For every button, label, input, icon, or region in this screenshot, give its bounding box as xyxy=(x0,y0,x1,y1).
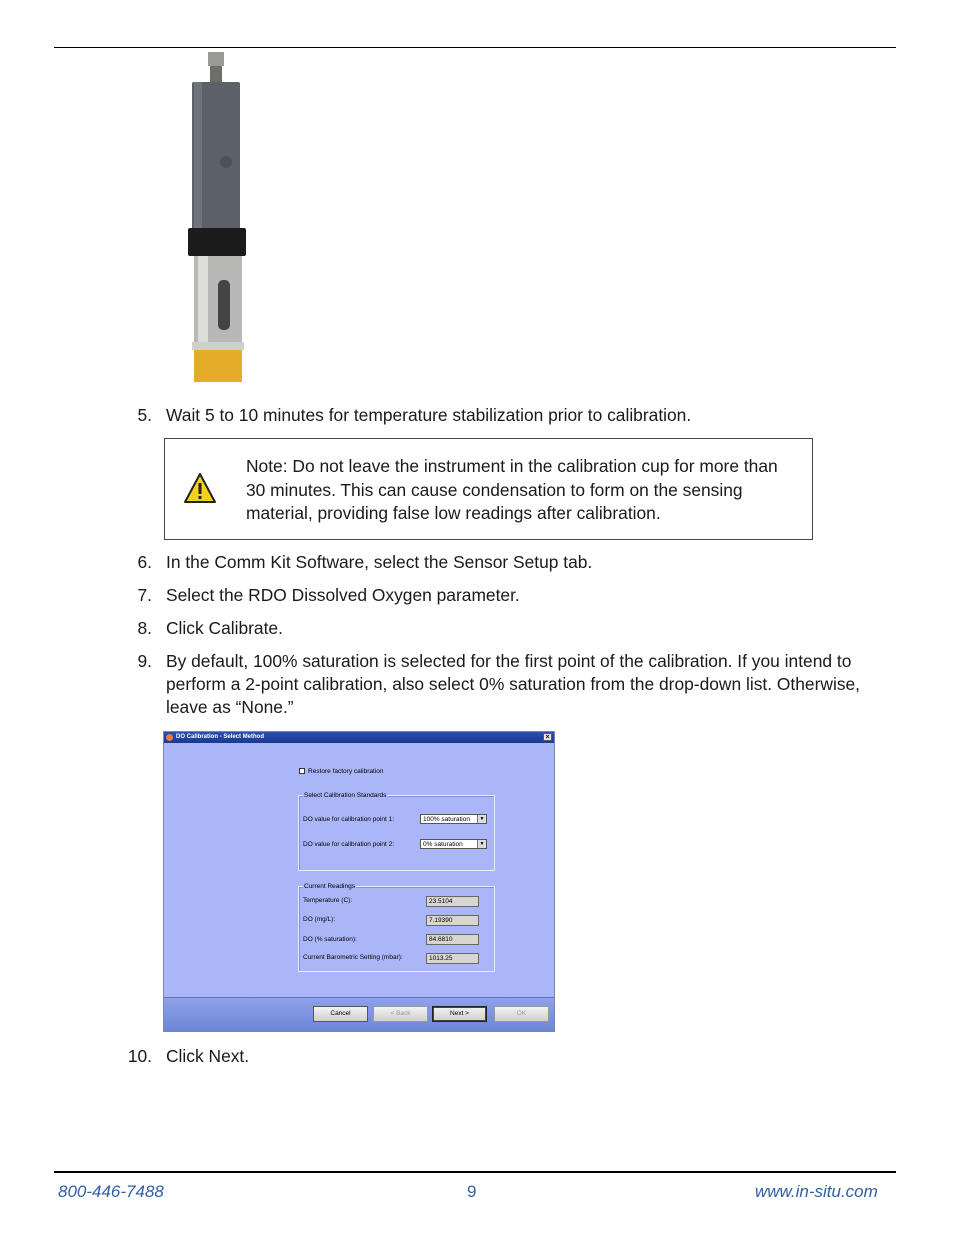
step-text: Click Next. xyxy=(166,1046,250,1066)
step-text: In the Comm Kit Software, select the Sensor Setup tab. xyxy=(166,552,593,572)
next-button[interactable]: Next > xyxy=(432,1006,487,1022)
step-number: 9. xyxy=(137,651,152,671)
step-number: 6. xyxy=(137,552,152,572)
temperature-label: Temperature (C): xyxy=(303,897,353,904)
footer-rule xyxy=(54,1171,896,1173)
back-button[interactable]: < Back xyxy=(373,1006,428,1022)
temperature-value: 23.5104 xyxy=(426,896,479,907)
point1-value: 100% saturation xyxy=(423,816,470,823)
do-mgl-value: 7.19390 xyxy=(426,915,479,926)
close-icon[interactable]: × xyxy=(543,733,552,741)
step-text: By default, 100% saturation is selected for the first point of the calibration. If you intend to perform a 2-point calibration, also select 0% saturation from the drop-down list. Otherwise, leave as “None.” xyxy=(166,651,861,717)
note-box xyxy=(164,438,813,540)
step-number: 7. xyxy=(137,585,152,605)
note-text: Note: Do not leave the instrument in the calibration cup for more than 30 minutes. This can cause condensation to form on the sensing material, providing false low readings after calibration. xyxy=(246,456,778,523)
step-number: 5. xyxy=(137,405,152,425)
step-text: Click Calibrate. xyxy=(166,618,283,638)
do-calibration-dialog xyxy=(163,731,555,1032)
ok-button[interactable]: OK xyxy=(494,1006,549,1022)
dialog-footer xyxy=(164,997,554,1031)
footer-phone: 800-446-7488 xyxy=(58,1182,164,1201)
point1-label: DO value for calibration point 1: xyxy=(303,816,395,823)
step-number: 10. xyxy=(127,1046,152,1066)
step-number: 8. xyxy=(137,618,152,638)
point2-select[interactable] xyxy=(420,839,487,849)
do-saturation-value: 84.6810 xyxy=(426,934,479,945)
restore-label: Restore factory calibration xyxy=(308,768,384,775)
footer-url[interactable]: www.in-situ.com xyxy=(755,1182,878,1201)
point2-label: DO value for calibration point 2: xyxy=(303,841,395,848)
page-number: 9 xyxy=(467,1182,477,1201)
rdo-sensor-image xyxy=(180,52,260,390)
do-saturation-label: DO (% saturation): xyxy=(303,936,357,943)
readings-group-title: Current Readings xyxy=(304,883,355,890)
point1-select[interactable] xyxy=(420,814,487,824)
dialog-title: DO Calibration - Select Method xyxy=(176,734,265,740)
restore-checkbox[interactable] xyxy=(299,768,305,774)
cancel-button[interactable]: Cancel xyxy=(313,1006,368,1022)
readings-group xyxy=(298,883,495,972)
standards-group xyxy=(298,792,495,871)
step-text: Select the RDO Dissolved Oxygen parameter. xyxy=(166,585,520,605)
do-mgl-label: DO (mg/L): xyxy=(303,916,336,923)
dialog-titlebar xyxy=(164,732,554,743)
app-icon xyxy=(166,734,173,741)
dropdown-arrow-icon[interactable]: ▼ xyxy=(477,840,486,848)
step-text: Wait 5 to 10 minutes for temperature stabilization prior to calibration. xyxy=(166,405,692,425)
dropdown-arrow-icon[interactable]: ▼ xyxy=(477,815,486,823)
header-rule xyxy=(54,47,896,48)
barometric-value: 1013.25 xyxy=(426,953,479,964)
warning-icon xyxy=(183,472,217,504)
point2-value: 0% saturation xyxy=(423,841,463,848)
standards-group-title: Select Calibration Standards xyxy=(304,792,387,799)
barometric-label: Current Barometric Setting (mbar): xyxy=(303,954,403,961)
